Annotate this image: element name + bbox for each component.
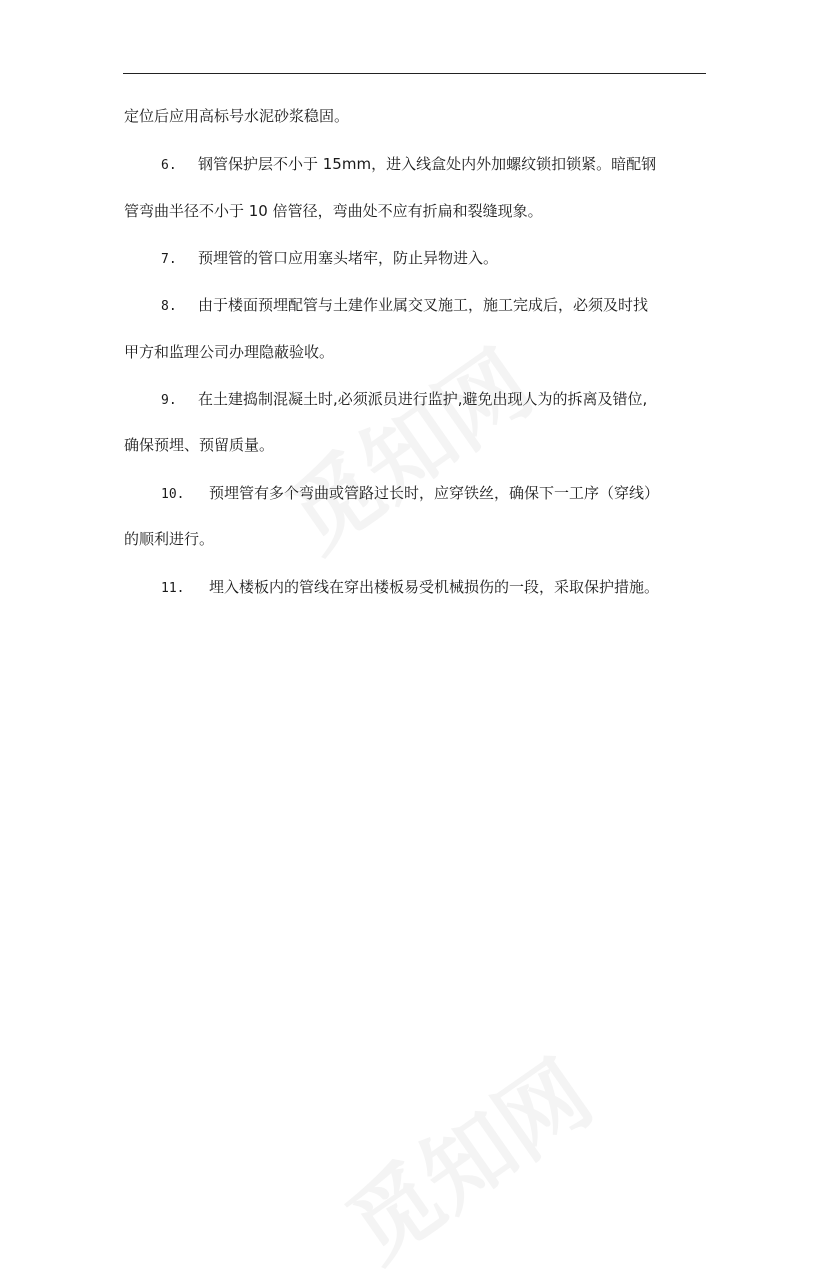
line-text: 管弯曲半径不小于 10 倍管径，弯曲处不应有折扁和裂缝现象。 [124,202,543,220]
text-line-1 [124,106,724,126]
item-6-line-1 [124,154,761,176]
item-number: 8. [161,299,177,314]
item-number: 11. [161,581,185,596]
line-text: 预埋管的管口应用塞头堵牢，防止异物进入。 [198,249,499,267]
line-text: 的顺利进行。 [124,530,215,548]
item-9-line-1 [124,389,761,411]
watermark-bottom [317,1024,613,1285]
item-6-line-2 [124,201,724,221]
line-text: 定位后应用高标号水泥砂浆稳固。 [124,107,350,125]
item-number: 9. [161,393,177,408]
header-rule [123,73,706,74]
item-10-line-2 [124,529,724,549]
item-9-line-2 [124,435,724,455]
line-text: 在土建捣制混凝土时,必须派员进行监护,避免出现人为的拆离及错位, [198,390,648,408]
line-text: 确保预埋、预留质量。 [124,436,275,454]
item-7 [124,248,761,270]
item-number: 10. [161,487,185,502]
item-10-line-1 [124,483,761,505]
line-text: 甲方和监理公司办理隐蔽验收。 [124,343,335,361]
item-8-line-1 [124,295,761,317]
item-number: 6. [161,158,177,173]
line-text: 由于楼面预埋配管与土建作业属交叉施工，施工完成后，必须及时找 [198,296,649,314]
line-text: 埋入楼板内的管线在穿出楼板易受机械损伤的一段，采取保护措施。 [209,578,660,596]
line-text: 钢管保护层不小于 15mm，进入线盒处内外加螺纹锁扣锁紧。暗配钢 [198,155,657,173]
line-text: 预埋管有多个弯曲或管路过长时，应穿铁丝，确保下一工序（穿线） [209,484,660,502]
item-number: 7. [161,252,177,267]
item-8-line-2 [124,342,724,362]
item-11 [124,577,761,599]
